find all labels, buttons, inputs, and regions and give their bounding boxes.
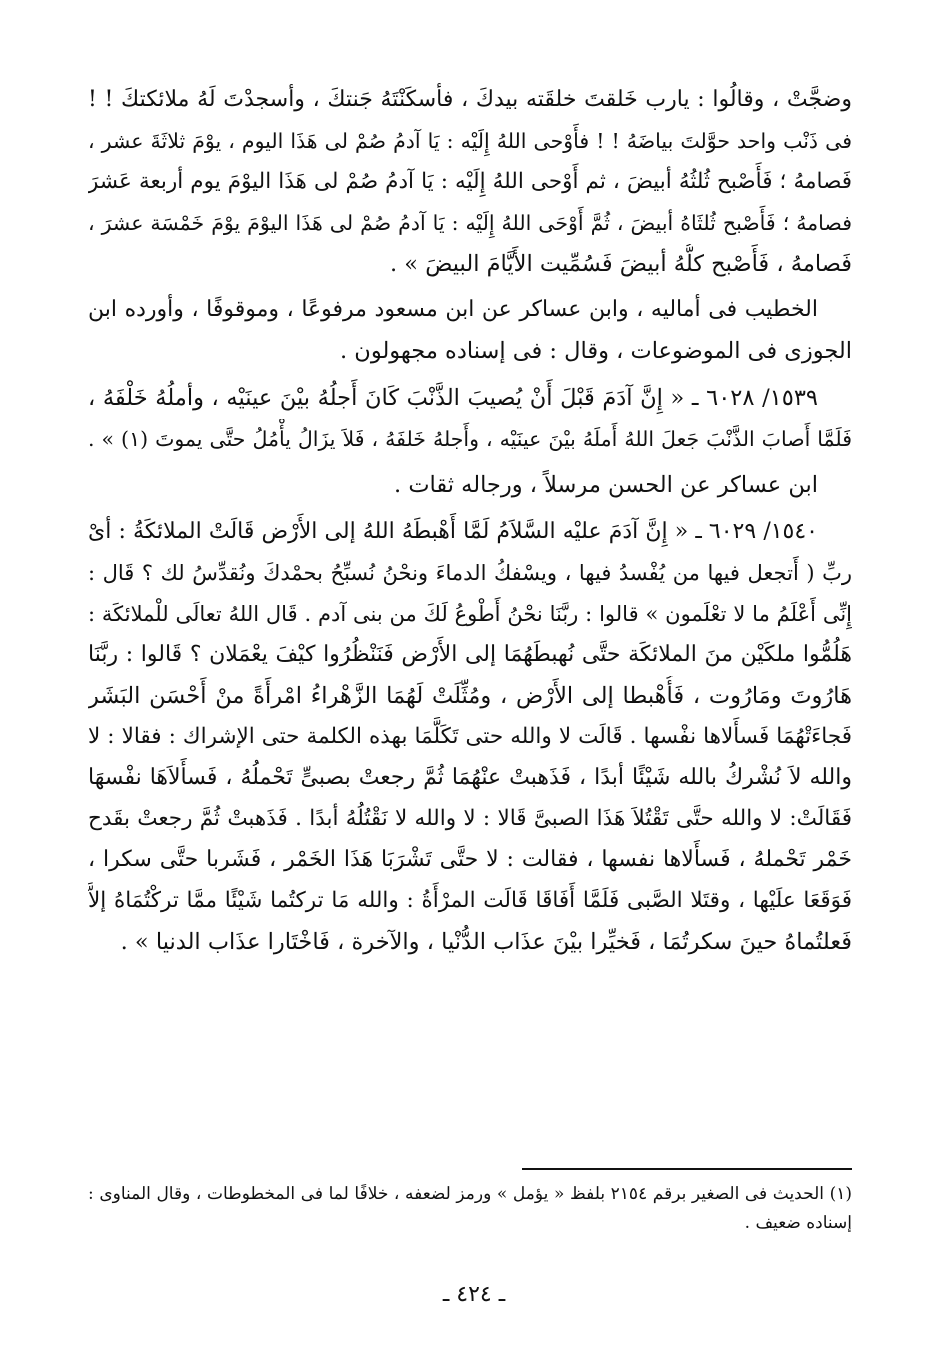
- text-line: فَجاءَتْهُمَا فَسأَلاها نفْسها . قَالَت لا والله حتى تَكَلَّمَا بهذه الكلمة حتى الإشراك : فقالا : لا: [88, 724, 852, 749]
- text-line: إِنِّى أَعْلَمُ ما لا تعْلَمون » قالوا : ربَّنَا نحْنُ أَطْوعُ لَكَ من بنى آدم . قَال اللهُ تعالَى للْملائكَة :: [88, 602, 852, 626]
- text-line: فَلَمَّا أَصابَ الذَّنْبَ جَعلَ اللهُ أَملَهُ بيْنَ عينَيْه ، وأَجلهُ خَلفَهُ ، فَلاَ يزَالُ يأْمُلُ حتَّى يموتَ (١) » .: [88, 427, 852, 451]
- text-line: فَقَالَتْ: لا والله حتَّى تَقْتُلاَ هَذَا الصبىَّ قَالا : لا والله لا نَقْتُلُهُ أبدًا . فَذَهبتْ ثُمَّ رجعتْ بقَدح: [88, 806, 852, 831]
- text-line: ابن عساكر عن الحسن مرسلاً ، ورجاله ثقات .: [394, 472, 818, 498]
- text-line: والله لاَ نُشْركُ بالله شَيْئًا أبدًا ، فَذَهبتْ عنْهُمَا ثُمَّ رجعتْ بصبىٍّ تَحْملُهُ ، فَسأَلاَهَا نفْسهَا: [88, 765, 852, 790]
- text-line: ربِّ ( أَتجعل فيها من يُفْسدُ فيها ، ويسْفكُ الدماءَ ونحْنُ نُسبِّحُ بحمْدكَ ونُقدِّسُ لك ؟ قَال :: [88, 561, 852, 585]
- text-line: الخطيب فى أماليه ، وابن عساكر عن ابن مسعود مرفوعًا ، وموقوفًا ، وأورده ابن: [88, 297, 818, 322]
- text-line: هَلُمُّوا ملكَيْن منَ الملائكَة حتَّى نُهبطَهُمَا إلى الأَرْض فَنَنْظُرُوا كيْفَ يعْمَلان ؟ قَالوا : ربَّنَا: [88, 642, 852, 667]
- text-line: هَارُوتَ ومَارُوت ، فَأُهْبطا إلى الأَرْض ، ومُثِّلَتْ لَهُمَا الزَّهْراءُ امْرأَةً منْ أَحْسَن البَشَر: [88, 683, 852, 709]
- text-line: فَصامهُ ، فَأَصْبح كلُّهُ أبيضَ فَسُمِّيت الأَيَّامَ البيضَ » .: [389, 251, 852, 277]
- text-line: الجوزى فى الموضوعات ، وقال : فى إسناده مجهولون .: [340, 338, 852, 364]
- text-line: ١٥٣٩/ ٦٠٢٨ ـ « إِنَّ آدَمَ قَبْلَ أَنْ يُصيبَ الذَّنْبَ كَانَ أَجلُهُ بيْنَ عينَيْه ، وأملُهُ خَلْفَهُ ،: [88, 385, 818, 411]
- text-line: فَعلتُماهُ حينَ سكرتُمَا ، فَخيِّرا بيْنَ عذَاب الدُّنْيا ، والآخرة ، فَاخْتَارا عذَاب الدنيا » .: [120, 929, 852, 955]
- footnote-divider: [522, 1168, 852, 1170]
- text-line: فى ذَنْب واحد حوَّلتَ بياضَهُ ! ! فأَوْحى اللهُ إِلَيْه : يَا آدمُ صُمْ لى هَذَا اليوم ، يوْمَ ثلاثَةَ عشر ،: [88, 129, 852, 153]
- text-line: فصامهُ ؛ فَأَصْبح ثُلثَاهُ أبيضَ ، ثُمَّ أَوْحَى اللهُ إِلَيْه : يَا آدمُ صُمْ لى هَذَا اليوْمَ يوْمَ خَمْسَة عشرَ ،: [88, 211, 852, 235]
- page-number: ـ ٤٢٤ ـ: [442, 1282, 506, 1307]
- text-line: خَمْر تَحْملهُ ، فَسأَلاها نفسها ، فقالت : لا حتَّى تَشْرَبَا هَذَا الخَمْر ، فَشَربا حتَّى سكرا ،: [88, 847, 852, 872]
- footnote-line: إسناده ضعيف .: [744, 1213, 852, 1233]
- footnote-line: (١) الحديث فى الصغير برقم ٢١٥٤ بلفظ « يؤمل » ورمز لضعفه ، خلافًا لما فى المخطوطات ، وقال المناوى :: [88, 1184, 852, 1204]
- text-line: ١٥٤٠/ ٦٠٢٩ ـ « إِنَّ آدَمَ عليْه السَّلاَمُ لَمَّا أَهْبطَهُ اللهُ إلى الأَرْض قَالَتْ الملائكَةُ : أىْ: [88, 519, 818, 544]
- text-line: فَصامهُ ؛ فَأَصْبح ثُلثُهُ أبيضَ ، ثم أَوْحى اللهُ إِلَيْه : يَا آدمُ صُمْ لى هَذَا اليوْمَ يوم أربعة عَشرَ: [88, 169, 852, 194]
- text-line: فَوَقَعَا علَيْها ، وقتَلا الصَّبى فَلَمَّا أَفَاقَا قَالَت المرْأَةُ : والله مَا تركتُما شَيْئًا ممَّا تركْتُمَاهُ إلاَّ: [88, 888, 852, 913]
- text-line: وضجَّتْ ، وقالُوا : يارب خَلقتَ خلقَته بيدكَ ، فأسكَنْتَهُ جَنتكَ ، وأسجدْتَ لَهُ ملائكتكَ ! !: [88, 87, 852, 112]
